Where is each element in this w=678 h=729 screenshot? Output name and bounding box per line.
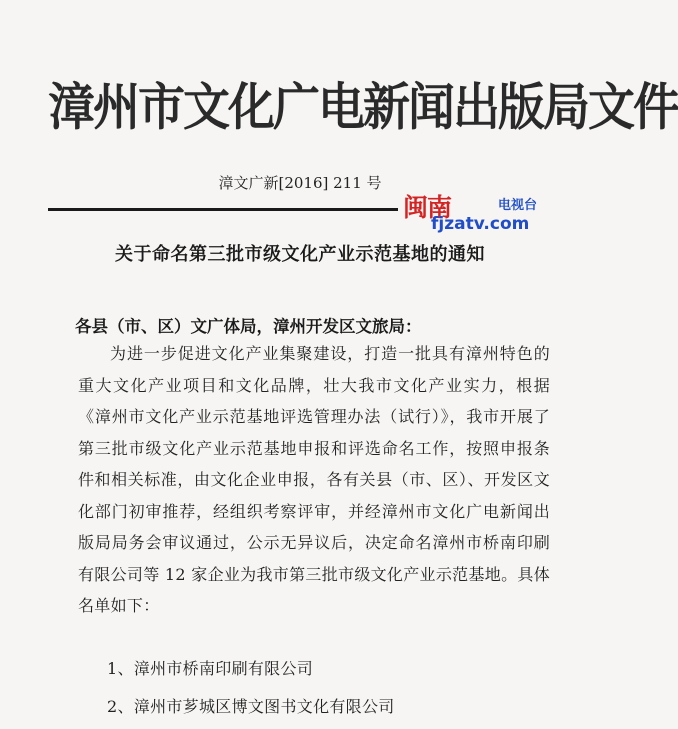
header-divider [48,208,398,211]
body-paragraph: 为进一步促进文化产业集聚建设，打造一批具有漳州特色的重大文化产业项目和文化品牌，壮大我市文化产业实力，根据《漳州市文化产业示范基地评选管理办法（试行）》，我市开展了第三批市级文化产业示范基地申报和评选命名工作，按照申报条件和相关标准，由文化企业申报，各有关县（市、区）、开发区文化部门初审推荐，经组织考察评审，并经漳州市文化广电新闻出版局局务会审议通过，公示无异议后，决定命名漳州市桥南印刷有限公司等 12 家企业为我市第三批市级文化产业示范基地。具体名单如下： [78,344,550,615]
list-item: 1、漳州市桥南印刷有限公司 [107,659,314,678]
document-title: 关于命名第三批市级文化产业示范基地的通知 [115,244,485,265]
document-header: 漳州市文化广电新闻出版局文件 [48,78,678,138]
watermark-logo: 闽南 [403,193,452,222]
document-number: 漳文广新[2016] 211 号 [218,174,382,192]
addressee: 各县（市、区）文广体局，漳州开发区文旅局： [75,317,422,336]
watermark-station: 电视台 [498,198,538,213]
list-item: 2、漳州市芗城区博文图书文化有限公司 [107,697,395,716]
watermark-domain: fjzatv.com [431,214,530,234]
tv-station-watermark [403,188,593,240]
